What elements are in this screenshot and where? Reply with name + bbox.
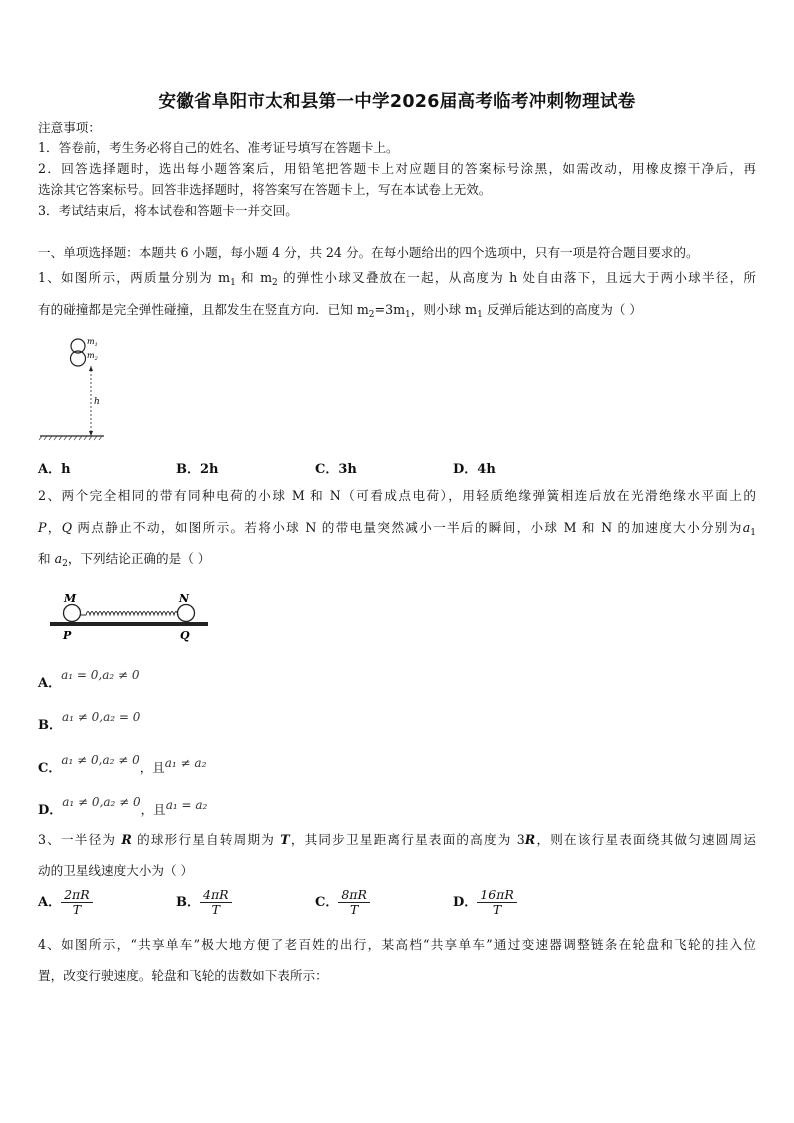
- q1-sub1b: 1: [405, 310, 411, 320]
- q3-option-c[interactable]: C． $\frac{8\pi R}{T}$: [315, 888, 370, 917]
- arrow-down: [89, 431, 93, 436]
- q1-line1: [38, 270, 756, 286]
- q2-text-and: 和: [38, 551, 55, 566]
- q2-option-c-mid: ，且: [139, 760, 165, 775]
- q2-figure: [46, 588, 211, 644]
- floor: [50, 622, 208, 626]
- label-M: M: [64, 592, 77, 605]
- label-Q: Q: [180, 629, 190, 642]
- q4-line1: 4、如图所示，“共享单车”极大地方便了老百姓的出行，某高档“共享单车”通过变速器调整链条在轮盘和飞轮的挂入位: [38, 937, 756, 952]
- q3-option-d[interactable]: D． $\frac{16\pi R}{T}$: [453, 888, 517, 917]
- q1-line2: [38, 302, 642, 318]
- label-m1: $m_1$: [87, 337, 98, 348]
- q2-line3: [38, 551, 210, 567]
- q2-line1: 2、两个完全相同的带有同种电荷的小球 M 和 N（可看成点电荷），用轻质绝缘弹簧相连后放在光滑绝缘水平面上的: [38, 488, 756, 503]
- q1-option-b[interactable]: B．2h: [176, 462, 219, 477]
- arrow-up: [89, 366, 93, 371]
- q3-option-b[interactable]: B． $\frac{4\pi R}{T}$: [176, 888, 232, 917]
- q1-sub2: 2: [272, 278, 278, 288]
- q1-figure: [36, 332, 116, 442]
- q2-p: P: [38, 520, 47, 535]
- q3-option-a-frac: $\frac{2\pi R}{T}$: [61, 888, 93, 917]
- q2-option-d-math: a₁ ≠ 0,a₂ ≠ 0: [62, 795, 141, 809]
- q3-T: T: [280, 832, 290, 847]
- q1-text-b: 和 m: [235, 270, 273, 285]
- notice-item-2: 2．回答选择题时，选出每小题答案后，用铅笔把答题卡上对应题目的答案标号涂黑，如需改动，用橡皮擦干净后，再: [38, 161, 756, 176]
- q3-line2: 动的卫星线速度大小为（ ）: [38, 863, 194, 878]
- q4-line2: 置，改变行驶速度。轮盘和飞轮的齿数如下表所示：: [38, 968, 328, 983]
- q2-option-d-mid: ，且: [140, 802, 166, 817]
- q1-sub2b: 2: [368, 310, 375, 320]
- q2-option-a[interactable]: A．a₁ = 0,a₂ ≠ 0: [38, 668, 140, 691]
- q2-text-c: 两点静止不动，如图所示。若将小球 N 的带电量突然减小一半后的瞬间，小球 M 和 N 的加速度大小分别为: [72, 520, 743, 535]
- q1-text-c: 的弹性小球叉叠放在一起，从高度为 h 处自由落下，且远大于两小球半径，所: [277, 270, 756, 285]
- q1-text-a: 1、如图所示，两质量分别为 m: [38, 270, 231, 285]
- q2-q: Q: [61, 520, 73, 535]
- q3-R2: R: [524, 832, 536, 847]
- q1-text-g: 反弹后能达到的高度为（ ）: [482, 302, 642, 317]
- q1-text-e: =3m: [374, 302, 406, 317]
- q1-sub1c: 1: [477, 310, 483, 320]
- notice-heading: 注意事项：: [38, 120, 101, 135]
- q1-option-c[interactable]: C．3h: [315, 462, 357, 477]
- notice-item-3: 3．考试结束后，将本试卷和答题卡一并交回。: [38, 203, 298, 218]
- q3-R: R: [121, 832, 132, 847]
- q3-option-d-frac: $\frac{16\pi R}{T}$: [477, 888, 517, 917]
- q2-option-b[interactable]: B．a₁ ≠ 0,a₂ = 0: [38, 710, 141, 733]
- q2-option-a-math: a₁ = 0,a₂ ≠ 0: [61, 668, 140, 682]
- q3-option-c-frac: $\frac{8\pi R}{T}$: [338, 888, 370, 917]
- q2-option-d[interactable]: D．a₁ ≠ 0,a₂ ≠ 0，且a₁ = a₂: [38, 795, 208, 818]
- q2-option-c[interactable]: C．a₁ ≠ 0,a₂ ≠ 0，且a₁ ≠ a₂: [38, 753, 207, 776]
- exam-title: 安徽省阜阳市太和县第一中学2026届高考临考冲刺物理试卷: [158, 92, 636, 112]
- q1-option-a[interactable]: A．h: [38, 462, 71, 477]
- q1-text-f: ，则小球 m: [410, 302, 478, 317]
- q1-option-d[interactable]: D．4h: [453, 462, 496, 477]
- q2-line2: [38, 520, 756, 536]
- spring: [81, 612, 179, 616]
- label-m2: $m_2$: [87, 351, 98, 362]
- q2-sep: ，: [46, 520, 62, 535]
- q2-option-d-math2: a₁ = a₂: [165, 798, 208, 812]
- notice-item-1: 1．答卷前，考生务必将自己的姓名、准考证号填写在答题卡上。: [38, 140, 399, 155]
- notice-item-2-cont: 选涂其它答案标号。回答非选择题时，将答案写在答题卡上，写在本试卷上无效。: [38, 182, 492, 197]
- q2-option-c-math2: a₁ ≠ a₂: [164, 756, 207, 770]
- label-N: N: [179, 592, 190, 605]
- q2-sub2: 2: [62, 559, 68, 569]
- label-P: P: [63, 629, 72, 642]
- q2-a2: a: [54, 551, 63, 566]
- q2-sub1: 1: [750, 528, 756, 538]
- q3-option-b-frac: $\frac{4\pi R}{T}$: [200, 888, 232, 917]
- q2-a1: a: [742, 520, 751, 535]
- q3-line1: 3、一半径为 R 的球形行星自转周期为 T，其同步卫星距离行星表面的高度为 3R，则在该行星表面绕其做匀速圆周运: [38, 832, 756, 847]
- ground-hatch: [39, 436, 102, 440]
- q2-option-c-math: a₁ ≠ 0,a₂ ≠ 0: [61, 753, 140, 767]
- section-heading: 一、单项选择题：本题共 6 小题，每小题 4 分，共 24 分。在每小题给出的四个选项中，只有一项是符合题目要求的。: [38, 245, 699, 260]
- q3-option-a[interactable]: A． $\frac{2\pi R}{T}$: [38, 888, 93, 917]
- ball-M: [64, 605, 81, 622]
- q1-sub1: 1: [230, 278, 236, 288]
- q2-option-b-math: a₁ ≠ 0,a₂ = 0: [62, 710, 141, 724]
- q1-text-d: 有的碰撞都是完全弹性碰撞，且都发生在竖直方向．已知 m: [38, 302, 369, 317]
- ball-N: [178, 605, 195, 622]
- q2-text-d: ，下列结论正确的是（ ）: [67, 551, 211, 566]
- label-h: h: [94, 397, 100, 407]
